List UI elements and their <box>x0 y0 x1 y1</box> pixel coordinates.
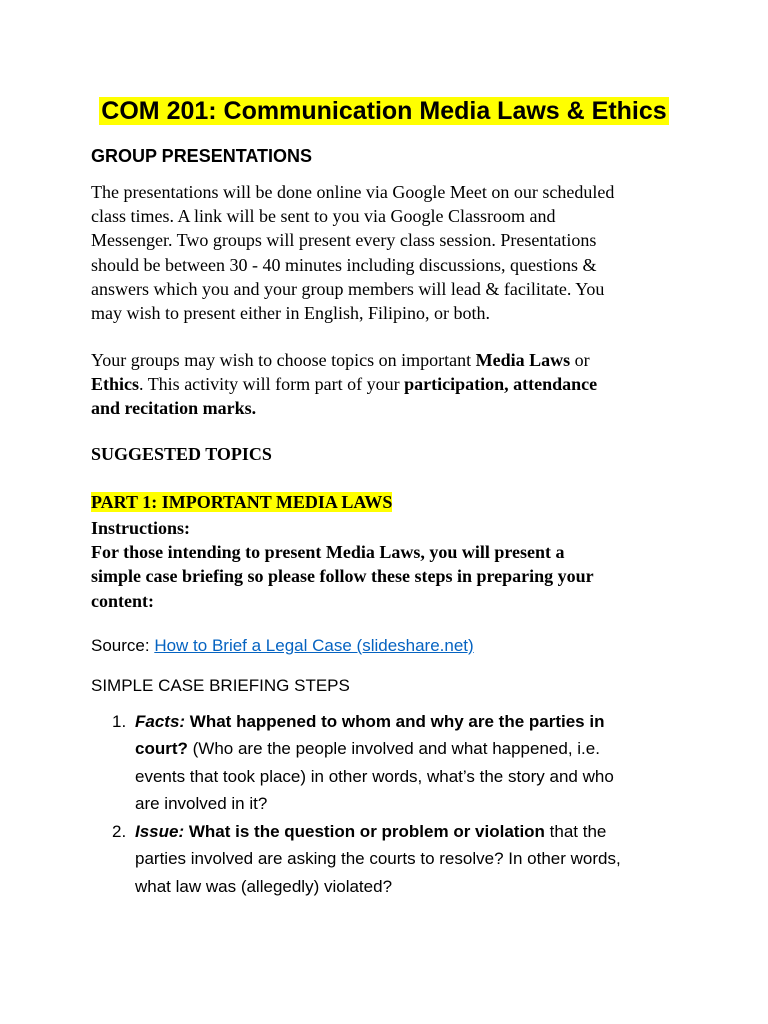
instructions-line: For those intending to present Media Laws, you will present a <box>91 542 565 563</box>
text-run: (Who are the people involved and what happened, i.e. <box>187 739 600 759</box>
paragraph-line <box>91 396 691 420</box>
text-run: . This activity will form part of your <box>139 374 405 395</box>
topics-paragraph <box>91 348 691 421</box>
participation-bold: participation, attendance <box>404 374 598 395</box>
paragraph-line: class times. A link will be sent to you via Google Classroom and <box>91 206 556 227</box>
facts-term: Facts: <box>135 712 186 731</box>
paragraph-line: may wish to present either in English, Filipino, or both. <box>91 303 490 324</box>
text-run: or <box>570 350 590 370</box>
list-item-body <box>135 818 695 900</box>
source-label: Source: <box>91 636 155 655</box>
bold-question: What is the question or problem or violation <box>184 822 545 841</box>
steps-heading: SIMPLE CASE BRIEFING STEPS <box>91 676 350 695</box>
intro-paragraph <box>91 180 691 325</box>
source-link[interactable]: How to Brief a Legal Case (slideshare.net) <box>154 636 474 655</box>
paragraph-line <box>91 372 691 396</box>
issue-term: Issue: <box>135 822 185 841</box>
paragraph-line: should be between 30 - 40 minutes including discussions, questions & <box>91 254 597 275</box>
instructions-block <box>91 516 594 613</box>
suggested-topics-heading: SUGGESTED TOPICS <box>91 444 272 464</box>
instructions-line: simple case briefing so please follow these steps in preparing your <box>91 566 594 587</box>
list-number: 1. <box>112 712 127 731</box>
recitation-bold: and recitation marks. <box>91 398 257 419</box>
list-line <box>135 818 695 845</box>
paragraph-line: Messenger. Two groups will present every class session. Presentations <box>91 230 597 251</box>
list-line: what law was (allegedly) violated? <box>135 876 393 896</box>
list-line: events that took place) in other words, what’s the story and who <box>135 766 614 786</box>
title-highlight: COM 201: Communication Media Laws & Ethics <box>101 97 667 125</box>
text-run: that the <box>544 822 607 841</box>
text-run: Your groups may wish to choose topics on important <box>91 350 476 370</box>
list-number: 2. <box>112 822 127 841</box>
ethics-bold: Ethics <box>91 374 140 395</box>
part1-heading <box>91 492 392 513</box>
media-laws-bold: Media Laws <box>475 350 571 370</box>
list-line <box>135 735 695 762</box>
list-item-body <box>135 708 695 818</box>
instructions-line: content: <box>91 590 154 611</box>
bold-question: court? <box>135 739 188 759</box>
document-title <box>0 93 768 129</box>
paragraph-line <box>91 348 691 372</box>
group-presentations-heading: GROUP PRESENTATIONS <box>91 146 313 166</box>
paragraph-line: answers which you and your group members will lead & facilitate. You <box>91 278 605 299</box>
instructions-label: Instructions: <box>91 518 191 538</box>
bold-question: What happened to whom and why are the parties in <box>185 712 605 731</box>
part1-highlight: PART 1: IMPORTANT MEDIA LAWS <box>91 492 393 512</box>
list-line: are involved in it? <box>135 794 268 814</box>
source-line <box>91 636 474 656</box>
list-line <box>135 708 695 735</box>
list-line: parties involved are asking the courts to resolve? In other words, <box>135 849 621 869</box>
paragraph-line: The presentations will be done online via Google Meet on our scheduled <box>91 182 615 202</box>
